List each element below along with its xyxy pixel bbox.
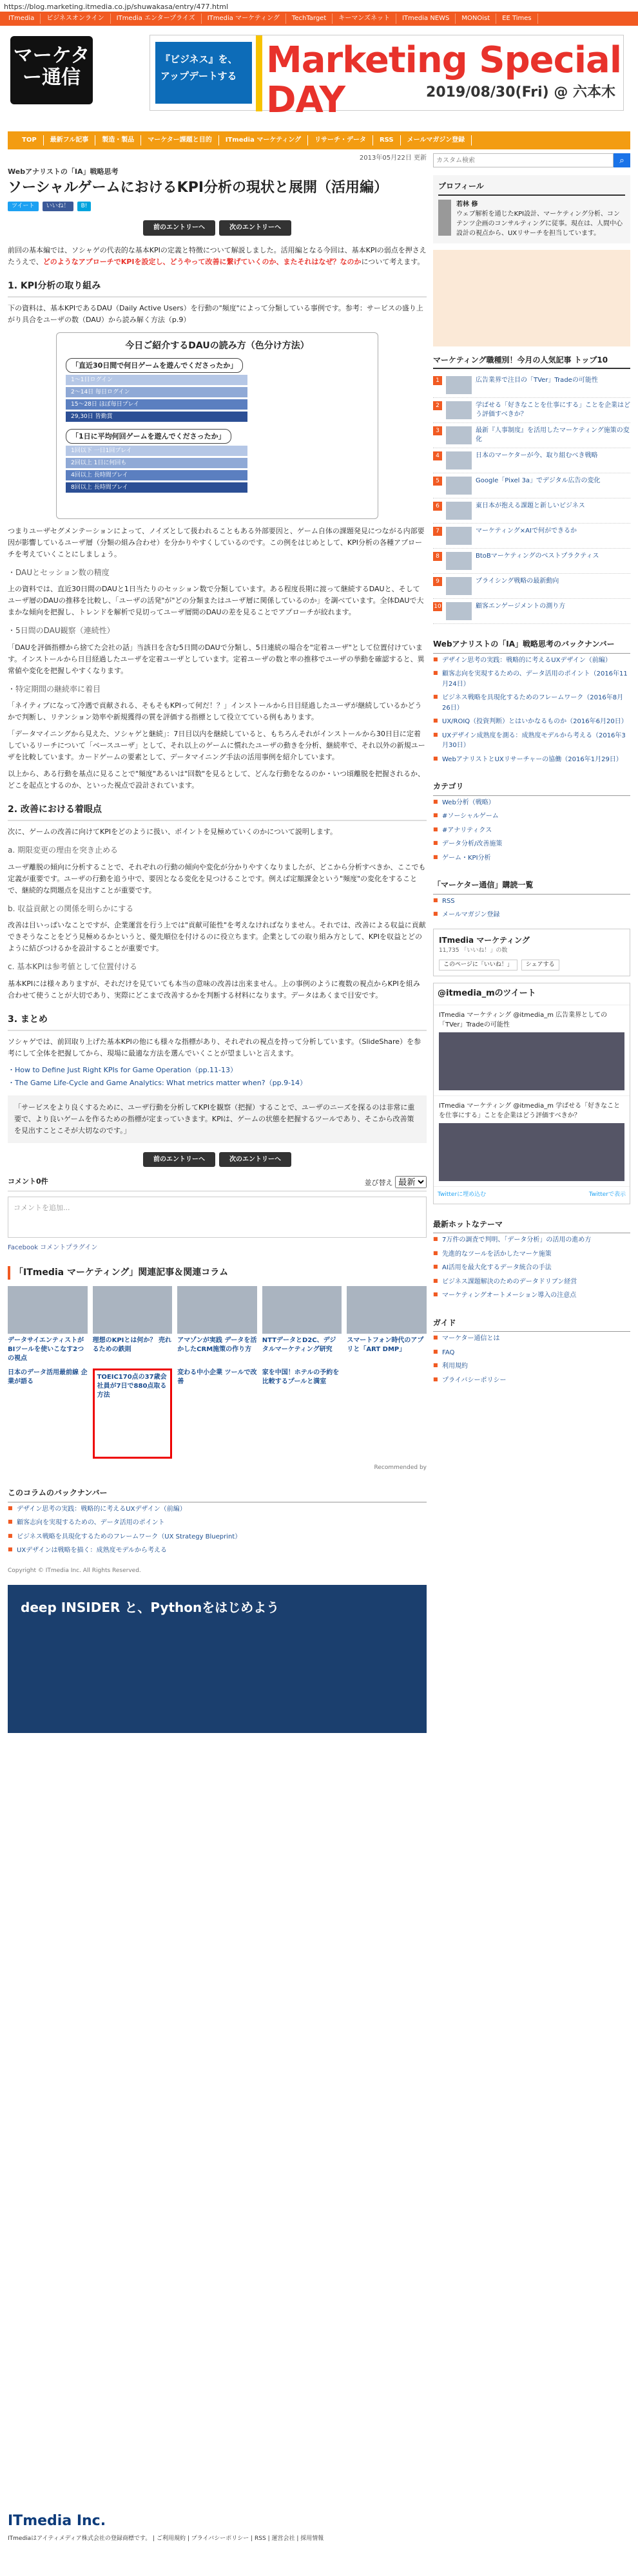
paragraph: 基本KPIには様々ありますが、それだけを見ていても本当の意味の改善は出来ません。上の事例のように複数の視点からKPIを組み合わせて使うことが大切であり、実際にどこまで改善するかを判断する材料になります。データはあくまで目安です。 (8, 979, 420, 999)
subscribe-list (433, 895, 630, 922)
paragraph: 「ネイティブになって冷遇で貢献される、そもそもKPIって何だ！？」インストールから日目経過したユーザが継続しているかどうかで判断し、リテンション効率や新規獲得の質を評価する指標として役立てている例もあります。 (8, 701, 422, 722)
related-thumb (262, 1286, 342, 1334)
backnumber-item[interactable]: ■ 顧客志向を実現するための、データ活用のポイント (8, 1516, 427, 1530)
topnav-item[interactable]: TechTarget (286, 14, 333, 24)
share-buttons (8, 202, 427, 212)
sidebar-backnumber-title: Webアナリストの「IA」戦略思考のバックナンバー (433, 636, 630, 654)
profile-title: プロフィール (438, 180, 625, 196)
cat-item[interactable]: リサーチ・データ (308, 135, 373, 146)
category-title: カテゴリ (433, 778, 630, 796)
intro-paragraph: 前回の基本編では、ソシャゲの代表的な基本KPIの定義と特徴について解説しました。活用編となる今回は、基本KPIの弱点を押さえたうえで、どのようなアプローチでKPIを設定し、どうやって改善に繋げていくのか、またそれはなぜ？なのかについて考えます。 (8, 245, 427, 266)
paragraph: 改善は目いっぱいなことですが、企業運営を行う上では"貢献可能性"を考えなければなりません。それでは、改善による収益に貢献できそうなことをどう見極めるかというと、優先順位を付けるのに役立ちます。企業としての取り組み方として、KPIを収益とどのように結びつけるかを設計することが重要です。 (8, 921, 426, 953)
sidebar-backnumber-list (433, 654, 630, 767)
guide-item[interactable]: ■ プライバシーポリシー (433, 1374, 630, 1388)
paragraph: 下の資料は、基本KPIであるDAU（Daily Active Users）を行動の"頻度"によって分類している事例です。参考：サービスの盛り上がり具合をユーザの数（DAU）から読み解く方法（p.9） (8, 303, 423, 324)
news-item[interactable]: ■ 7万件の調査で判明、「データ分析」の活用の進め方 (433, 1233, 630, 1247)
fb-like-button[interactable]: このページに「いいね！」 (439, 960, 517, 971)
ranking-item[interactable]: 1 広告業界で注目の「TVer」Tradeの可能性 (433, 373, 630, 398)
fb-share-button[interactable]: シェアする (521, 960, 559, 971)
topnav-item[interactable]: EE Times (496, 14, 538, 24)
ranking-item[interactable]: 10 顧客エンゲージメントの測り方 (433, 599, 630, 624)
comment-input[interactable]: コメントを追加... (8, 1197, 427, 1238)
category-item[interactable]: ■ データ分析/改善施策 (433, 837, 630, 851)
topnav-item[interactable]: ITmedia マーケティング (202, 14, 286, 24)
subheading: ・特定期間の継続率に着目 (8, 684, 101, 694)
twitter-title: @itmedia_mのツイート (438, 989, 536, 999)
paragraph: つまりユーザセグメンテーションによって、ノイズとして扱われることもある外部要因と、ゲーム自体の課題発見につながる内部要因が影響しているユーザ層（分類の組み合わせ）を分かりやすくしているのです。この例をはじめとして、KPI分析の各種アプローチを考えていくことにしましょう。 (8, 526, 425, 558)
category-nav (8, 131, 630, 149)
related-card[interactable]: 家を中国！ホテルの予約を比較するプールと満室 (262, 1369, 340, 1386)
hatena-button[interactable]: B! (77, 202, 92, 212)
twitter-widget (433, 983, 630, 1204)
topnav-item[interactable]: ビジネスオンライン (41, 14, 110, 24)
related-thumb (8, 1286, 88, 1334)
ranking-item[interactable]: 6 東日本が抱える課題と新しいビジネス (433, 498, 630, 524)
comment-header (8, 1176, 427, 1191)
ranking-item[interactable]: 8 BtoBマーケティングのベストプラクティス (433, 549, 630, 574)
figure-row: 15〜28日 ほぼ毎日プレイ (66, 399, 247, 410)
backnumber-item[interactable]: ■ UXデザインは戦略を描く：成熟度モデルから考える (8, 1544, 427, 1558)
ranking-item[interactable]: 5 Google「Pixel 3a」でデジタル広告の変化 (433, 473, 630, 498)
paragraph: ソシャゲでは、前回取り上げた基本KPIの他にも様々な指標があり、それぞれの視点を持って分析しています。（SlideShare）を参考にして全体を把握してから、現場に最適な方法を選んでいくことが望ましいと言えます。 (8, 1037, 421, 1057)
subscribe-title: 「マーケター通信」購読一覧 (433, 876, 630, 895)
subheading: b. 収益貢献との関係を明らかにする (8, 904, 134, 913)
cat-item[interactable]: 製造・製品 (95, 135, 141, 146)
category-item[interactable]: ■ Web分析（戦略） (433, 796, 630, 810)
profile-box (433, 175, 630, 243)
site-footer (0, 2499, 638, 2576)
related-card[interactable]: 日本のデータ活用最前線 企業が語る (8, 1369, 88, 1386)
cat-item[interactable]: メールマガジン登録 (401, 135, 472, 146)
related-card[interactable]: 変わる中小企業 ツールで改善 (177, 1369, 257, 1386)
cat-item[interactable]: ITmedia マーケティング (219, 135, 308, 146)
backnumber-item[interactable]: ■ ビジネス戦略を具現化するためのフレームワーク（UX Strategy Blueprint） (8, 1530, 427, 1544)
site-logo[interactable]: マーケター通信 (10, 36, 93, 104)
paragraph: 以上から、ある行動を基点に見ることで"頻度"あるいは"回数"を見るとして、どんな行動をなるのか・いつ頃離脱を把握されるか、どこを起点とするのか、といった視点で設計されています。 (8, 770, 425, 790)
topnav-item[interactable]: ITmedia NEWS (396, 14, 456, 24)
figure-row: 1回以下 一日1回プレイ (66, 446, 247, 456)
url-bar[interactable]: https://blog.marketing.itmedia.co.jp/shuwakasa/entry/477.html (0, 0, 638, 12)
category-item[interactable]: ■ #アナリティクス (433, 824, 630, 838)
header-banner-ad[interactable] (150, 35, 624, 121)
ranking-item[interactable]: 9 プライシング戦略の最新動向 (433, 574, 630, 599)
related-thumb (177, 1286, 257, 1334)
figure-row: 8回以上 長時間プレイ (66, 482, 247, 493)
figure-row: 29,30日 皆勤賞 (66, 412, 247, 422)
related-title: 「ITmedia マーケティング」関連記事＆関連コラム (8, 1266, 427, 1280)
figure-title: 今日ご紹介するDAUの読み方（色分け方法） (125, 340, 309, 351)
section-heading: 3. まとめ (8, 1010, 427, 1031)
sidebar-backnumber-item[interactable]: ■ 顧客志向を実現するための、データ活用のポイント（2016年11月24日） (433, 667, 630, 691)
facebook-widget (433, 929, 630, 976)
ranking-title: マーケティング職種別！今月の人気記事 トップ10 (433, 354, 630, 370)
article-date: 2013年05月22日 更新 (359, 155, 427, 162)
top-network-nav (0, 12, 638, 26)
copyright: Copyright © ITmedia Inc. All Rights Reserved. (8, 1567, 141, 1574)
section-heading: 2. 改善における着眼点 (8, 800, 427, 821)
topnav-item[interactable]: ITmedia (3, 14, 41, 24)
fb-page-name[interactable]: ITmedia マーケティング (439, 935, 530, 945)
cat-item[interactable]: マーケター課題と目的 (141, 135, 219, 146)
fb-likes: 11,735 「いいね！」の数 (439, 947, 508, 954)
guide-list (433, 1332, 630, 1387)
figure-question: 「直近30日間で何日ゲームを遊んでくださったか」 (66, 358, 243, 373)
guide-title: ガイド (433, 1314, 630, 1332)
banner-left-text: 『ビジネス』を、アップデートする (155, 42, 252, 104)
related-card[interactable]: NTTデータとD2C、デジタルマーケティング研究 (262, 1286, 342, 1363)
banner-stripe (256, 35, 262, 111)
figure-question: 「1日に平均何回ゲームを遊んでくださったか」 (66, 429, 231, 444)
paragraph: 「データマイニングから見えた、ソシャゲと継続」：7日目以内を継続していると、もちろんそれがインストールから30日目に定着しているリーチについて「ベースユーザ」として、それ以上のゲームに慣れたユーザの動きを分析、継続率で、それ以外の新規ユーザを比較しています。カードゲームの要素として、データマイニング手法の活用事例を紹介しています。 (8, 730, 425, 762)
summary-quote: 「サービスをより良くするために、ユーザ行動を分析してKPIを観察（把握）することで、ユーザのニーズを探るのは非常に重要で、より良いゲームを作るための指標が定まっていきます。KPIは、ゲームの状態を把握するツールであり、そこから改善策を見出すことこそが大切なのです。」 (8, 1095, 427, 1143)
paragraph: ユーザ離脱の傾向に分析することで、それぞれの行動の傾向や変化が分かりやすくなりましたが、どこから分析すべきか、ここでも定義が重要です。ユーザの行動を追う中で、要因となる変化を見つけることです。例えば定額課金という"頻度"の変化をすることで、継続的な問題点を見出すことが重要です。 (8, 862, 426, 895)
category-list (433, 796, 630, 866)
site-header (0, 26, 638, 121)
reference-link[interactable]: ・The Game Life-Cycle and Game Analytics: What metrics matter when?（pp.9-14） (8, 1078, 307, 1087)
tweet-button[interactable]: ツイート (8, 202, 39, 212)
ranking-item[interactable]: 7 マーケティング×AIで何ができるか (433, 524, 630, 549)
comment-count: コメント0件 (8, 1177, 48, 1186)
next-entry-button[interactable]: 次のエントリーへ (219, 220, 291, 236)
tweet[interactable]: ITmedia マーケティング @itmedia_m 広告業界としての「TVer」Tradeの可能性 (434, 1005, 630, 1095)
news-item[interactable]: ■ 先進的なツールを活かしたマーケ施策 (433, 1247, 630, 1262)
sidebar-backnumber-item[interactable]: ■ デザイン思考の実践：戦略的に考えるUXデザイン（前編） (433, 654, 630, 668)
sidebar-backnumber-item[interactable]: ■ ビジネス戦略を具現化するためのフレームワーク（2016年8月26日） (433, 691, 630, 715)
cat-item[interactable]: 最新フル記事 (44, 135, 96, 146)
paragraph: 次に、ゲームの改善に向けてKPIをどのように扱い、ポイントを見極めていくのかについて説明します。 (8, 828, 337, 837)
news-item[interactable]: ■ マーケティングオートメーション導入の注意点 (433, 1289, 630, 1303)
pager-bottom (8, 1152, 427, 1168)
ranking-item[interactable]: 2 学ばせる「好きなことを仕事にする」ことを企業はどう評価すべきか？ (433, 398, 630, 423)
footer-logo[interactable]: ITmedia Inc. (8, 2513, 106, 2529)
mail-magazine-link[interactable]: ■ メールマガジン登録 (433, 908, 630, 922)
subheading: a. 期限変更の理由を突き止める (8, 846, 118, 855)
guide-item[interactable]: ■ マーケター通信とは (433, 1332, 630, 1346)
news-title: 最新ホットなテーマ (433, 1216, 630, 1234)
breadcrumb[interactable]: Webアナリストの「IA」戦略思考 (8, 167, 119, 176)
backnumber-item[interactable]: ■ デザイン思考の実践：戦略的に考えるUXデザイン（前編） (8, 1502, 427, 1517)
related-card[interactable]: アマゾンが実践 データを活かしたCRM施策の作り方 (177, 1286, 257, 1363)
section-heading: 1. KPI分析の取り組み (8, 277, 427, 298)
guide-item[interactable]: ■ FAQ (433, 1346, 630, 1360)
related-grid (8, 1286, 427, 1459)
twitter-embed-link[interactable]: Twitterに埋め込む (438, 1191, 487, 1198)
topnav-item[interactable]: MONOist (456, 14, 496, 24)
ranking-item[interactable]: 4 日本のマーケターが今、取り組むべき戦略 (433, 448, 630, 473)
footer-links[interactable]: ITmediaはアイティメディア株式会社の登録商標です。 | ご利用規約 | プライバシーポリシー | RSS | 運営会社 | 採用情報 (8, 2535, 324, 2542)
sidebar-backnumber-item[interactable]: ■ WebアナリストとUXリサーチャーの協働（2016年1月29日） (433, 753, 630, 767)
sidebar-backnumber-item[interactable]: ■ UXデザイン成熟度を測る：成熟度モデルから考える（2016年3月30日） (433, 729, 630, 753)
related-card[interactable]: 理想のKPIとは何か？ 売れるための鉄則 (93, 1286, 173, 1363)
search-box (433, 153, 630, 167)
dau-figure (56, 332, 378, 519)
article-main (8, 149, 427, 1733)
banner-date: 2019/08/30(Fri) @ 六本木 (426, 84, 615, 100)
figure-row: 1〜1日ログイン (66, 375, 247, 385)
news-item[interactable]: ■ AI活用を最大化するデータ統合の手法 (433, 1261, 630, 1275)
sidebar-backnumber-item[interactable]: ■ UX/ROIQ（投資判断）とはいかなるものか（2016年6月20日） (433, 715, 630, 729)
sidebar-ad[interactable] (433, 250, 630, 346)
related-thumb (93, 1286, 173, 1334)
profile-name: 若林 修 (456, 200, 478, 208)
topnav-item[interactable]: ITmedia エンタープライズ (111, 14, 202, 24)
prev-entry-button[interactable]: 前のエントリーへ (143, 220, 215, 236)
related-card[interactable]: データサイエンティストがBIツールを使いこなす2つの視点 (8, 1286, 88, 1363)
news-list (433, 1233, 630, 1303)
topnav-item[interactable]: キーマンズネット (333, 14, 396, 24)
ranking-list (433, 373, 630, 624)
paragraph: 上の資料では、直近30日間のDAUと1日当たりのセッション数で分類しています。ある程度長期に渡って継続するDAUと、そしてユーザ層のDAUの推移を比較し、「ユーザの活発"が"どの分類またはユーザ層に関係しているのか」を調べています。全体DAUで大まかな傾向を把握し、トレンドを解析で見切ってユーザ層間のDAUの差を見ることでアプローチが絞れます。 (8, 585, 424, 617)
comment-sort-select[interactable] (395, 1176, 427, 1188)
tweet[interactable]: ITmedia マーケティング @itmedia_m 学ばせる「好きなことを仕事にする」ことを企業はどう評価すべきか？ (434, 1095, 630, 1186)
related-card[interactable]: スマートフォン時代のアプリと「ART DMP」 (347, 1286, 427, 1363)
search-input[interactable] (433, 153, 614, 167)
paragraph: 「DAUを評価指標から捨てた会社の話」当該日を含む5日間のDAUで分類し、5日連続の場合を"定着ユーザ"として位置付けています。インストールから日目経過したユーザを定着ユーザとしています。定着ユーザの数と率の推移でユーザの挙動を確認すると、異常値や変化を把握しやすくなります。 (8, 643, 425, 675)
like-button[interactable]: いいね！ (43, 202, 73, 212)
category-item[interactable]: ■ ゲーム・KPI分析 (433, 851, 630, 866)
related-ad-card[interactable]: TOEIC170点の37歳会社員が7日で880点取る方法 (93, 1368, 173, 1459)
rss-link[interactable]: ■ RSS (433, 895, 630, 909)
reference-link[interactable]: ・How to Define Just Right KPIs for Game Operation（pp.11-13） (8, 1065, 238, 1074)
subheading: c. 基本KPIは参考値として位置付ける (8, 962, 137, 972)
profile-text: ウェブ解析を通じたKPI設計、マーケティング分析、コンテンツ企画のコンサルティングに従事。現在は、人間中心設計の視点から、UXリサーチを担当しています。 (456, 210, 623, 237)
pager-top (8, 220, 427, 236)
figure-row: 2回以上 1日に何回も (66, 458, 247, 468)
related-thumb (347, 1286, 427, 1334)
comment-sort: 並び替え 最新 (365, 1176, 427, 1188)
backnumber-title: このコラムのバックナンバー (8, 1484, 427, 1502)
prev-entry-button[interactable]: 前のエントリーへ (143, 1152, 215, 1168)
subheading: ・DAUとセッション数の精度 (8, 567, 110, 577)
sidebar (433, 149, 630, 1387)
figure-row: 4回以上 長時間プレイ (66, 470, 247, 480)
ranking-item[interactable]: 3 最新『人事制度』を活用したマーケティング施策の変化 (433, 423, 630, 448)
cat-item[interactable]: RSS (373, 135, 401, 146)
cat-item[interactable]: TOP (15, 135, 44, 146)
category-item[interactable]: ■ #ソーシャルゲーム (433, 810, 630, 824)
recommended-by: Recommended by (374, 1464, 427, 1472)
article-title: ソーシャルゲームにおけるKPI分析の現状と展開（活用編） (8, 179, 389, 196)
footer-magazine-ad[interactable]: deep INSIDER と、Pythonをはじめよう (8, 1585, 427, 1733)
twitter-view-link[interactable]: Twitterで表示 (588, 1191, 626, 1198)
banner-title: Marketing Special DAY (266, 39, 622, 121)
next-entry-button[interactable]: 次のエントリーへ (219, 1152, 291, 1168)
subheading: ・5日間のDAU観察（連続性） (8, 626, 115, 636)
fb-comment-plugin[interactable]: Facebook コメントプラグイン (8, 1244, 98, 1252)
backnumber-list (8, 1502, 427, 1558)
figure-row: 2〜14日 毎日ログイン (66, 387, 247, 397)
avatar (438, 200, 451, 236)
guide-item[interactable]: ■ 利用規約 (433, 1359, 630, 1374)
search-icon[interactable]: ⌕ (614, 153, 630, 167)
news-item[interactable]: ■ ビジネス課題解決のためのデータドリブン経営 (433, 1275, 630, 1289)
